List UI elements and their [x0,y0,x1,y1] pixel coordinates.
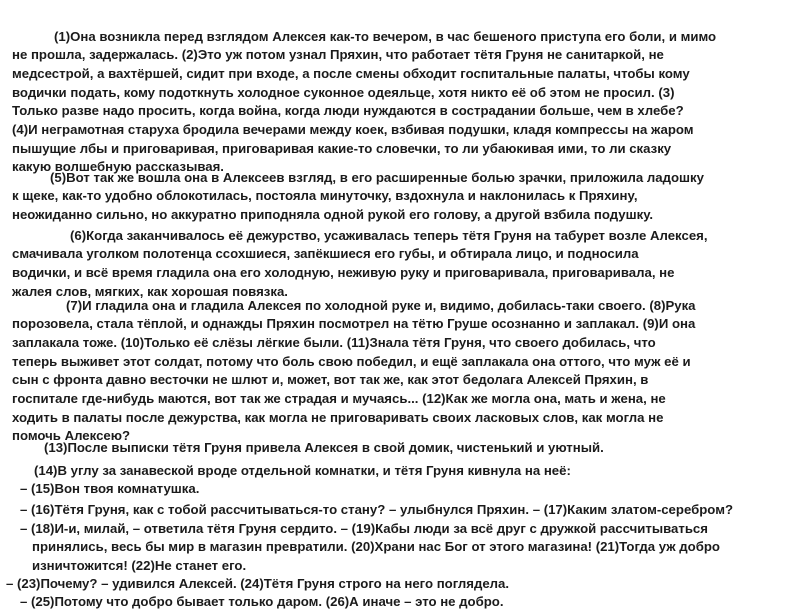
text-line: смачивала уголком полотенца ссохшиеся, запёкшиеся его губы, и обтирала лицо, и подносила [12,246,639,262]
text-line: к щеке, как-то удобно облокотилась, постояла минуточку, вздохнула и наклонилась к Пряхину, [12,188,638,204]
text-line: какую волшебную рассказывая. [12,159,224,175]
text-line: неожиданно сильно, но аккуратно приподняла одной рукой его голову, а другой взбила подушку. [12,206,654,222]
text-line: жалея слов, мягких, как хорошая повязка. [12,283,288,299]
text-line: помочь Алексею? [12,428,131,444]
text-line: медсестрой, а вахтёршей, сидит при входе, а после смены обходит госпитальные палаты, чтобы кому [12,65,690,81]
text-line: Только разве надо просить, когда война, когда люди нуждаются в сострадании больше, чем в хлебе? [12,103,684,119]
text-line: (14)В углу за занавеской вроде отдельной комнатки, и тётя Груня кивнула на неё: [34,462,571,478]
text-line: (7)И гладила она и гладила Алексея по холодной руке и, видимо, добилась-таки своего. (8)Рука [66,297,696,313]
text-line: пышущие лбы и приговаривая, приговаривая какие-то словечки, то ли убаюкивая ими, то ли сказку [12,140,672,156]
text-line: изничтожится! (22)Не станет его. [32,557,247,573]
text-line: – (18)И-и, милай, – ответила тётя Груня сердито. – (19)Кабы люди за всё друг с дружкой рассчитываться [20,520,708,536]
text-line: принялись, весь бы мир в магазин превратили. (20)Храни нас Бог от этого магазина! (21)Тогда уж добро [32,539,720,555]
paragraph-5 [44,439,604,458]
text-line: (13)После выписки тётя Груня привела Алексея в свой домик, чистенький и уютный. [44,439,604,455]
text-line: – (16)Тётя Груня, как с тобой рассчитываться-то стану? – улыбнулся Пряхин. – (17)Каким златом-серебром? [20,501,734,517]
paragraph-1 [12,28,716,178]
paragraph-2 [12,169,704,225]
paragraph-4 [12,297,696,447]
text-line: (6)Когда заканчивалось её дежурство, усаживалась теперь тётя Груня на табурет возле Алексея, [70,227,708,243]
text-line: водички, и всё время гладила она его холодную, неживую руку и приговаривала, приговаривала, не [12,264,675,280]
text-line: теперь выживет этот солдат, потому что боль свою победил, и ещё заплакала она оттого, что муж её и [12,353,691,369]
paragraph-9 [20,520,720,576]
text-line: (4)И неграмотная старуха бродила вечерами между коек, взбивая подушки, кладя компрессы на жаром [12,121,694,137]
paragraph-3 [12,227,708,302]
text-line: (5)Вот так же вошла она в Алексеев взгляд, в его расширенные болью зрачки, приложила ладошку [50,169,704,185]
paragraph-10 [6,575,509,594]
paragraph-8 [20,501,733,520]
paragraph-11 [20,593,504,612]
text-line: – (23)Почему? – удивился Алексей. (24)Тётя Груня строго на него поглядела. [6,575,510,591]
text-line: – (25)Потому что добро бывает только даром. (26)А иначе – это не добро. [20,594,504,609]
text-line: заплакала тоже. (10)Только её слёзы лёгкие были. (11)Знала тётя Груня, что своего добилась, что [12,334,656,350]
text-line: ходить в палаты после дежурства, как могла не приговаривать своих ласковых слов, как могла не [12,409,664,425]
text-line: (1)Она возникла перед взглядом Алексея как-то вечером, в час бешеного приступа его боли, и мимо [54,28,717,44]
text-line: порозовела, стала тёплой, и однажды Пряхин посмотрел на тётю Груше осознанно и заплакал. (9)И она [12,316,696,332]
paragraph-7 [20,480,199,499]
text-line: – (15)Вон твоя комнатушка. [20,480,200,496]
text-line: водички подать, кому подоткнуть холодное суконное одеяльце, хотя никто её об этом не просил. (3) [12,84,675,100]
paragraph-6 [34,462,571,481]
text-line: сын с фронта давно весточки не шлют и, может, вот так же, как этот бедолага Алексей Пряхин, в [12,372,649,388]
text-line: не прошла, задержалась. (2)Это уж потом узнал Пряхин, что работает тётя Груня не санитаркой, не [12,47,664,63]
text-line: госпитале где-нибудь маются, вот так же страдая и мучаясь... (12)Как же могла она, мать и жена, не [12,390,666,406]
